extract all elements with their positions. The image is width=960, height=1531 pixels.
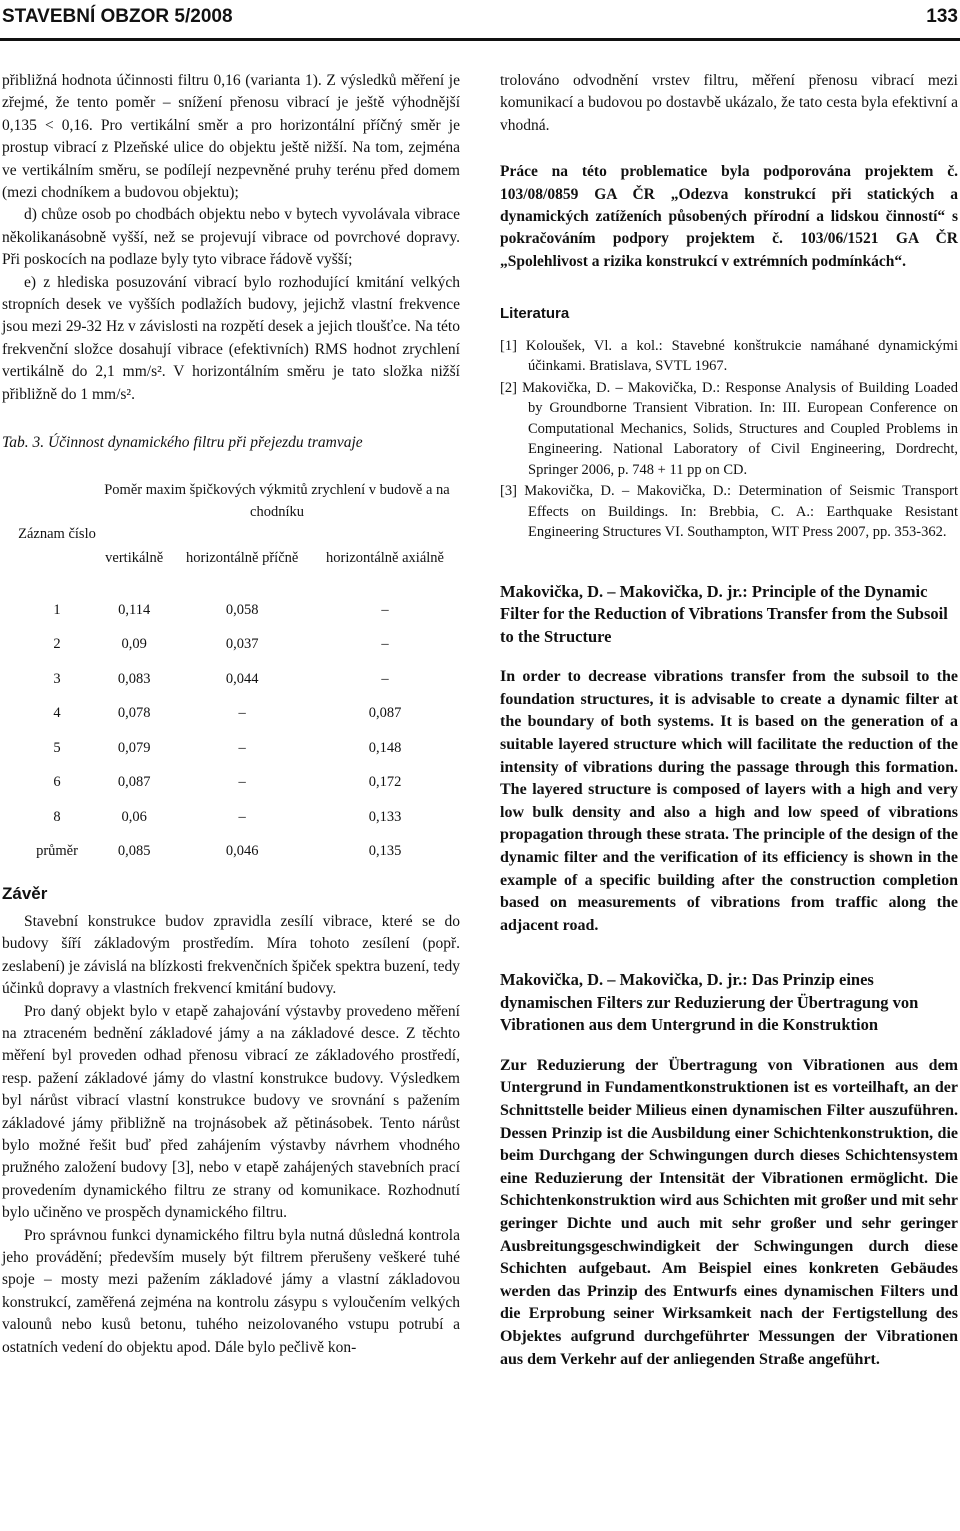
table-cell: 0,046 [225,843,259,860]
table-cell: 5 [53,739,61,756]
table-cell: 8 [53,808,61,825]
paragraph: trolováno odvodnění vrstev filtru, měření přenosu vibrací mezi komunikací a budovou po dostavbě ukázalo, že tato cesta byla efektivní a vhodná. [500,72,958,134]
references-title: Literatura [500,305,570,323]
table-cell: 2 [53,636,61,653]
left-column [2,70,460,1359]
table-cell: – [238,739,246,756]
references-list [500,336,958,543]
table-cell: – [381,670,389,687]
table-cell: 0,044 [225,670,259,687]
page-header [0,0,960,41]
table-cell: – [238,705,246,722]
table-cell: 3 [53,670,61,687]
table-row [18,662,458,697]
table-cell: 0,133 [368,808,402,825]
table-cell: – [238,808,246,825]
paragraph: e) z hlediska posuzování vibrací bylo rozhodující kmitání velkých stropních desek ve vyšších podlažích budovy, jejichž vlastní frekvence jsou mezi 29-32 Hz v závislosti na rozpětí desek a jejich tloušťce. Na této frekvenční složce dosahují vibrace (efektivních) RMS hodnot zrychlení vertikálně do 2,1 mm/s². V horizontálním směru je tato složka nižší přibližně do 1 mm/s². [2,273,460,403]
table-caption: Tab. 3. Účinnost dynamického filtru při přejezdu tramvaje [2,434,363,452]
efficiency-table [18,475,458,869]
table-row-average [18,834,458,869]
table-cell: 6 [53,774,61,791]
reference-item: [1] Koloušek, Vl. a kol.: Stavebné konštrukcie namáhané dynamickými účinkami. Bratislava, SVTL 1967. [500,337,958,375]
table-header-horizontal-transverse: horizontálně příčně [186,549,299,566]
table-header-record: Záznam číslo [18,525,96,542]
table-cell: 1 [53,601,61,618]
section-title-conclusion: Závěr [2,883,48,903]
table-cell: 0,09 [121,636,147,653]
journal-title: STAVEBNÍ OBZOR 5/2008 [2,6,233,27]
table-cell: 0,114 [118,601,151,618]
table-row [18,593,458,628]
page-number: 133 [926,6,958,27]
table-cell: 0,087 [368,705,402,722]
table-row [18,765,458,800]
table-row [18,800,458,835]
abstract-body-english: In order to decrease vibrations transfer from the subsoil to the foundation structures, it is advisable to create a dynamic filter at the boundary of both systems. It is based on the generation of a suitable layered structure which will facilitate the reduction of the intensity of vibrations during the passage through this formation. The layered structure is composed of layers with a high and very low bulk density and also a high and low speed of vibrations propagation through these strata. The principle of the design of the dynamic filter and the verification of its efficiency is shown in the example of a specific building after the construction completion based on measurements of vibrations from traffic along the adjacent road. [500,668,958,934]
table-cell: 0,085 [117,843,151,860]
table-cell: 0,06 [121,808,147,825]
table-header-horizontal-axial: horizontálně axiálně [326,549,444,566]
table-cell: 0,037 [225,636,259,653]
paragraph: Pro správnou funkci dynamického filtru byla nutná důsledná kontrola jeho provádění; především musely být filtrem přerušeny veškeré tuhé spoje – mosty mezi pažením základové jámy a vlastní základovou konstrukcí, zaměřená zejména na kontrolu zásypu s vyloučením velkých valounů nebo kusů betonu, tuhého neizolovaného vstupu potrubí a ostatních vedení do objektu apod. Dále bylo pečlivě kon- [2,1226,460,1356]
abstract-title-german: Makovička, D. – Makovička, D. jr.: Das Prinzip eines dynamischen Filters zur Reduzierung der Übertragung von Vibrationen aus dem Untergrund in die Konstruktion [500,970,919,1035]
table-cell: 0,078 [117,705,151,722]
table-cell: 0,058 [225,601,259,618]
acknowledgement: Práce na této problematice byla podporována projektem č. 103/08/0859 GA ČR „Odezva konstrukcí při statických a dynamických zatíženích působených přírodní a lidskou činností“ s pokračováním podpory projektem č. 103/06/1521 GA ČR „Spolehlivost a rizika konstrukcí v extrémních podmínkách“. [500,163,958,270]
table-cell: – [238,774,246,791]
table-cell: 0,079 [117,739,151,756]
table-cell: 0,135 [368,843,402,860]
table-header-group: Poměr maxim špičkových výkmitů zrychlení v budově a na chodníku [104,481,450,520]
table-cell: – [381,636,389,653]
table-header-vertical: vertikálně [105,549,164,566]
table-cell: průměr [36,843,78,860]
table-row [18,731,458,766]
table-cell: 0,083 [117,670,151,687]
table-row [18,696,458,731]
paragraph: Stavební konstrukce budov zpravidla zesílí vibrace, které se do budovy šíří základovým prostředím. Míra tohoto zesílení (popř. zeslabení) je závislá na blízkosti frekvenčních špiček spektra buzení, tedy účinků dopravy a vlastních frekvencí kmitání budovy. [2,912,460,998]
reference-item: [2] Makovička, D. – Makovička, D.: Response Analysis of Building Loaded by Groundborne Transient Vibration. In: III. European Conference on Computational Mechanics, Solids, Structures and Coupled Problems in Engineering. National Laboratory of Civil Engineering, Dordrecht, Springer 2006, p. 748 + 11 pp on CD. [500,379,958,478]
paragraph: d) chůze osob po chodbách objektu nebo v bytech vyvolávala vibrace několikanásobně vyšší, než se projevují vibrace od povrchové dopravy. Při poskocích na podlaze byly tyto vibrace řádově vyšší; [2,206,460,269]
table-cell: 0,172 [368,774,402,791]
right-column [500,70,958,1371]
table-row [18,627,458,662]
table-cell: 0,087 [117,774,151,791]
table-cell: 0,148 [368,739,402,756]
paragraph: Pro daný objekt bylo v etapě zahajování výstavby provedeno měření na ztraceném bednění základové jámy a na základové desce. Z těchto měření byl proveden odhad přenosu vibrací ze základového prostředí, resp. pažení základové jámy do vlastní konstrukce budovy. Výsledkem byl nárůst vibrací vlastní konstrukce budovy ve srovnání s pažením základové jámy přibližně na trojnásobek až pětinásobek. Tento nárůst bylo možné řešit buď před zahájením výstavby návrhem vhodného pružného založení budovy [3], nebo v etapě zahájených stavebních prací provedením dynamického filtru ze strany od komunikace. Rozhodnutí bylo učiněno ve prospěch dynamického filtru. [2,1002,460,1222]
abstract-title-english: Makovička, D. – Makovička, D. jr.: Principle of the Dynamic Filter for the Reduction of Vibrations Transfer from the Subsoil to the Structure [500,581,948,646]
reference-item: [3] Makovička, D. – Makovička, D.: Determination of Seismic Transport Effects on Buildings. In: Brebbia, C. A.: Earthquake Resistant Engineering Structures VI. Southampton, WIT Press 2007, pp. 353-362. [500,483,958,541]
paragraph: přibližná hodnota účinnosti filtru 0,16 (varianta 1). Z výsledků měření je zřejmé, že tento poměr – snížení přenosu vibrací je ještě výhodnější 0,135 < 0,16. Pro vertikální směr a pro horizontální příčný směr je prostup vibrací z Plzeňské ulice do objektu ještě nižší. Na tom, zejména ve vertikálním směru, se podílejí nezpevněné pruhy terénu před domem (mezi chodníkem a budovou objektu); [2,72,460,202]
table-cell: – [381,601,389,618]
table-cell: 4 [53,705,61,722]
abstract-body-german: Zur Reduzierung der Übertragung von Vibrationen aus dem Untergrund in Fundamentkonstruktionen ist es vorteilhaft, an der Schnittstelle beider Milieus einen dynamischen Filter auszuführen. Dessen Prinzip ist die Ausbildung einer Schichtenkonstruktion, die beim Durchgang der Schwingungen durch dieses Schichtensystem eine Reduzierung der Intensität der Vibrationen ermöglicht. Die Schichtenkonstruktion wird aus Schichten mit großer und mit sehr geringer Dichte und auch mit sehr großer und sehr geringer Ausbreitungsgeschwindigkeit der Schwingungen durch diese Schichten aufgebaut. Am Beispiel eines konkreten Gebäudes werden das Prinzip des Entwurfs eines dynamischen Filters und die Erprobung seiner Wirksamkeit nach der Fertigstellung des Objektes aufgrund durchgeführter Messungen der Vibrationen aus dem Verkehr auf der anliegenden Straße angeführt. [500,1056,958,1368]
